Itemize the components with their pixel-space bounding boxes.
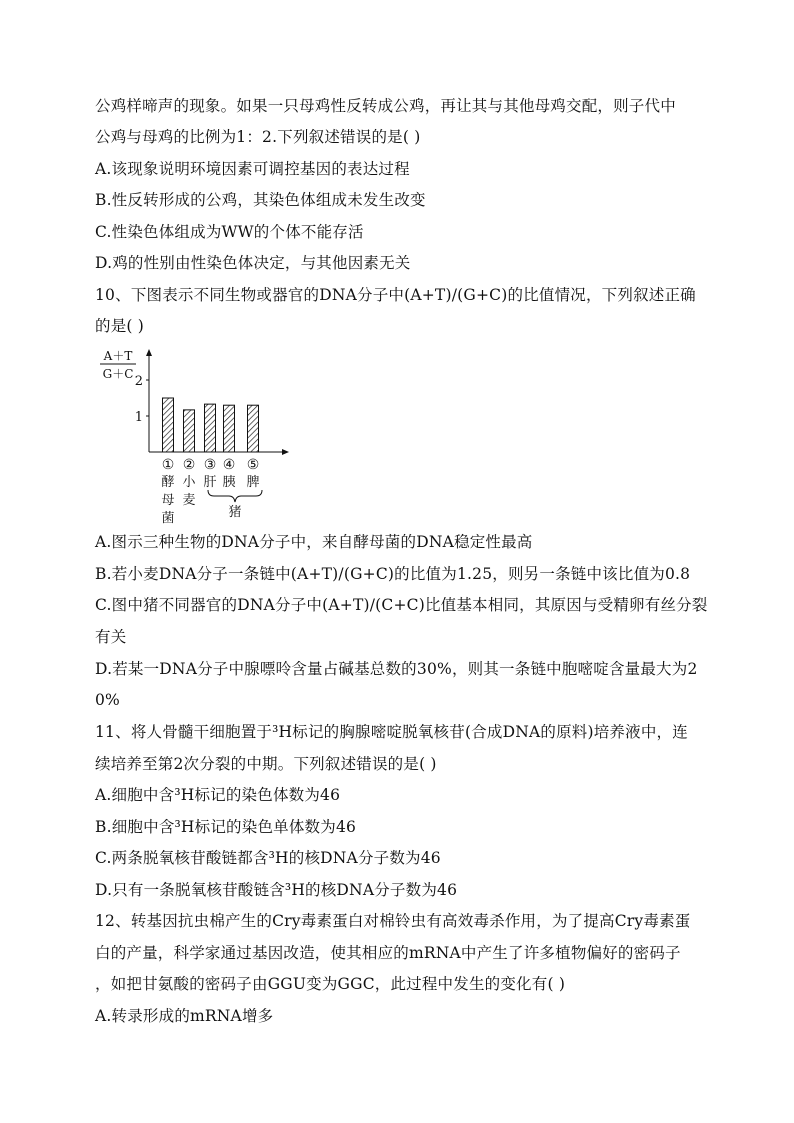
category-label: 母 xyxy=(161,493,175,508)
category-number: ② xyxy=(182,457,196,473)
group-brace xyxy=(208,490,262,502)
bar xyxy=(184,410,195,452)
text-line: C.图中猪不同器官的DNA分子中(A+T)/(C+C)比值基本相同，其原因与受精卵有丝分裂 xyxy=(95,596,708,614)
category-label: 胰 xyxy=(222,475,236,490)
text-line: 白的产量，科学家通过基因改造，使其相应的mRNA中产生了许多植物偏好的密码子 xyxy=(95,944,681,962)
text-line: 0% xyxy=(95,691,120,709)
text-line: D.若某一DNA分子中腺嘌呤含量占碱基总数的30%，则其一条链中胞嘧啶含量最大为2 xyxy=(95,660,698,678)
bar-chart-svg xyxy=(96,346,296,526)
bar xyxy=(248,405,259,452)
text-line: D.鸡的性别由性染色体决定，与其他因素无关 xyxy=(95,254,411,272)
text-line: A.该现象说明环境因素可调控基因的表达过程 xyxy=(95,160,410,178)
text-line: 公鸡样啼声的现象。如果一只母鸡性反转成公鸡，再让其与其他母鸡交配，则子代中 xyxy=(95,97,676,115)
text-line: 续培养至第2次分裂的中期。下列叙述错误的是( ) xyxy=(95,755,437,773)
category-number: ③ xyxy=(203,457,217,473)
category-number: ④ xyxy=(222,457,236,473)
text-line: 有关 xyxy=(95,628,127,646)
text-line: ，如把甘氨酸的密码子由GGU变为GGC，此过程中发生的变化有( ) xyxy=(95,975,566,993)
text-line: 公鸡与母鸡的比例为1：2.下列叙述错误的是( ) xyxy=(95,128,421,146)
category-label: 菌 xyxy=(161,511,175,526)
ylabel-numerator: A＋T xyxy=(103,349,133,363)
category-label: 肝 xyxy=(203,475,217,490)
category-number: ① xyxy=(161,457,175,473)
bar xyxy=(163,398,174,452)
text-line: B.细胞中含³H标记的染色单体数为46 xyxy=(95,818,357,836)
ylabel-denominator: G＋C xyxy=(102,367,134,381)
category-label: 小 xyxy=(182,475,196,490)
bar xyxy=(224,405,235,452)
text-line: A.细胞中含³H标记的染色体数为46 xyxy=(95,786,341,804)
y-tick-label: 1 xyxy=(134,410,143,425)
category-label: 酵 xyxy=(161,475,175,490)
category-label: 脾 xyxy=(246,475,260,490)
text-line: C.性染色体组成为WW的个体不能存活 xyxy=(95,223,364,241)
y-tick-label: 2 xyxy=(134,374,143,389)
category-label: 麦 xyxy=(182,493,196,508)
text-line: D.只有一条脱氧核苷酸链含³H的核DNA分子数为46 xyxy=(95,881,458,899)
text-line: B.性反转形成的公鸡，其染色体组成未发生改变 xyxy=(95,191,426,209)
bar-chart xyxy=(96,346,296,526)
category-number: ⑤ xyxy=(246,457,260,473)
text-line: 的是( ) xyxy=(95,317,145,335)
text-line: 11、将人骨髓干细胞置于³H标记的胸腺嘧啶脱氧核苷(合成DNA的原料)培养液中，连 xyxy=(95,723,688,741)
text-line: C.两条脱氧核苷酸链都含³H的核DNA分子数为46 xyxy=(95,849,441,867)
text-line: 10、下图表示不同生物或器官的DNA分子中(A+T)/(G+C)的比值情况，下列叙述正确 xyxy=(95,286,696,304)
text-line: B.若小麦DNA分子一条链中(A+T)/(G+C)的比值为1.25，则另一条链中该比值为0.8 xyxy=(95,565,691,583)
group-label: 猪 xyxy=(228,505,242,520)
text-line: A.转录形成的mRNA增多 xyxy=(95,1007,274,1025)
bar xyxy=(205,404,216,452)
text-line: A.图示三种生物的DNA分子中，来自酵母菌的DNA稳定性最高 xyxy=(95,533,533,551)
text-line: 12、转基因抗虫棉产生的Cry毒素蛋白对棉铃虫有高效毒杀作用，为了提高Cry毒素蛋 xyxy=(95,912,691,930)
